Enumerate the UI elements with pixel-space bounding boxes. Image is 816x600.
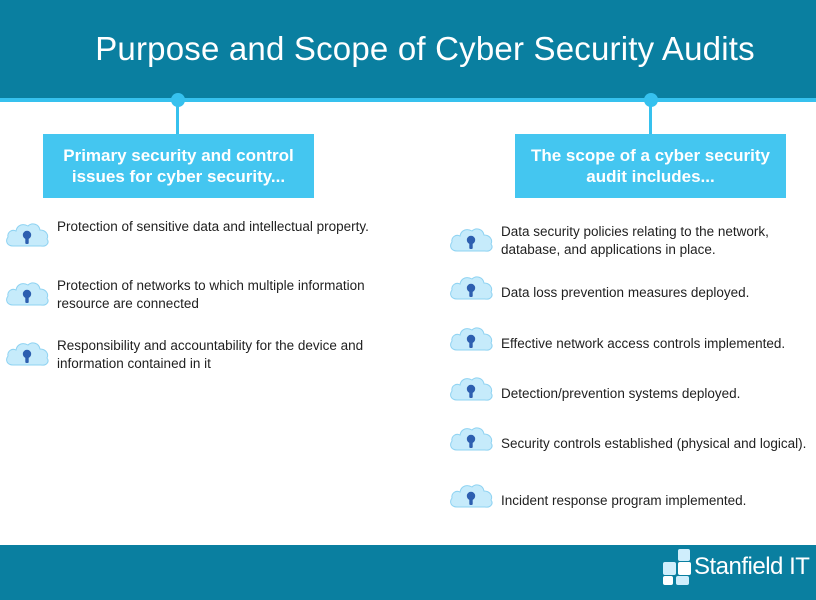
cloud-lock-icon: [448, 372, 494, 406]
connector-line-left: [176, 104, 179, 136]
right-item-text: Incident response program implemented.: [501, 493, 747, 508]
header-stripe: [0, 98, 816, 102]
cloud-lock-icon: [448, 223, 494, 257]
cloud-lock-icon: [448, 322, 494, 356]
right-column-heading-text: The scope of a cyber security audit includes...: [530, 146, 771, 186]
left-list-item: [4, 218, 384, 252]
left-column-heading: [43, 134, 314, 198]
connector-line-right: [649, 104, 652, 136]
left-list-item: [4, 277, 384, 313]
cloud-lock-icon: [448, 422, 494, 456]
left-item-text: Protection of sensitive data and intellectual property.: [57, 219, 369, 234]
brand-name: Stanfield IT: [694, 553, 810, 580]
right-list-item: [448, 271, 814, 305]
left-item-text: Responsibility and accountability for the device and information contained in it: [57, 338, 364, 371]
right-item-text: Security controls established (physical and logical).: [501, 436, 807, 451]
cloud-lock-icon: [448, 271, 494, 305]
page-title: Purpose and Scope of Cyber Security Audits: [95, 30, 755, 67]
right-list-item: [448, 372, 814, 406]
left-list-item: [4, 337, 384, 373]
right-item-text: Data loss prevention measures deployed.: [501, 285, 750, 300]
cloud-lock-icon: [4, 277, 50, 311]
right-list-item: [448, 479, 814, 513]
cloud-lock-icon: [4, 218, 50, 252]
cloud-lock-icon: [448, 479, 494, 513]
right-list-item: [448, 422, 814, 456]
stanfield-logo-icon: [662, 548, 692, 586]
right-list-item: [448, 223, 814, 259]
right-item-text: Effective network access controls implemented.: [501, 336, 786, 351]
right-list-item: [448, 322, 814, 356]
left-column-heading-text: Primary security and control issues for cyber security...: [63, 146, 294, 186]
cloud-lock-icon: [4, 337, 50, 371]
right-item-text: Detection/prevention systems deployed.: [501, 386, 741, 401]
right-item-text: Data security policies relating to the network, database, and applications in place.: [501, 224, 769, 257]
brand-logo: [662, 548, 809, 586]
left-item-text: Protection of networks to which multiple information resource are connected: [57, 278, 365, 311]
right-column-heading: [515, 134, 786, 198]
